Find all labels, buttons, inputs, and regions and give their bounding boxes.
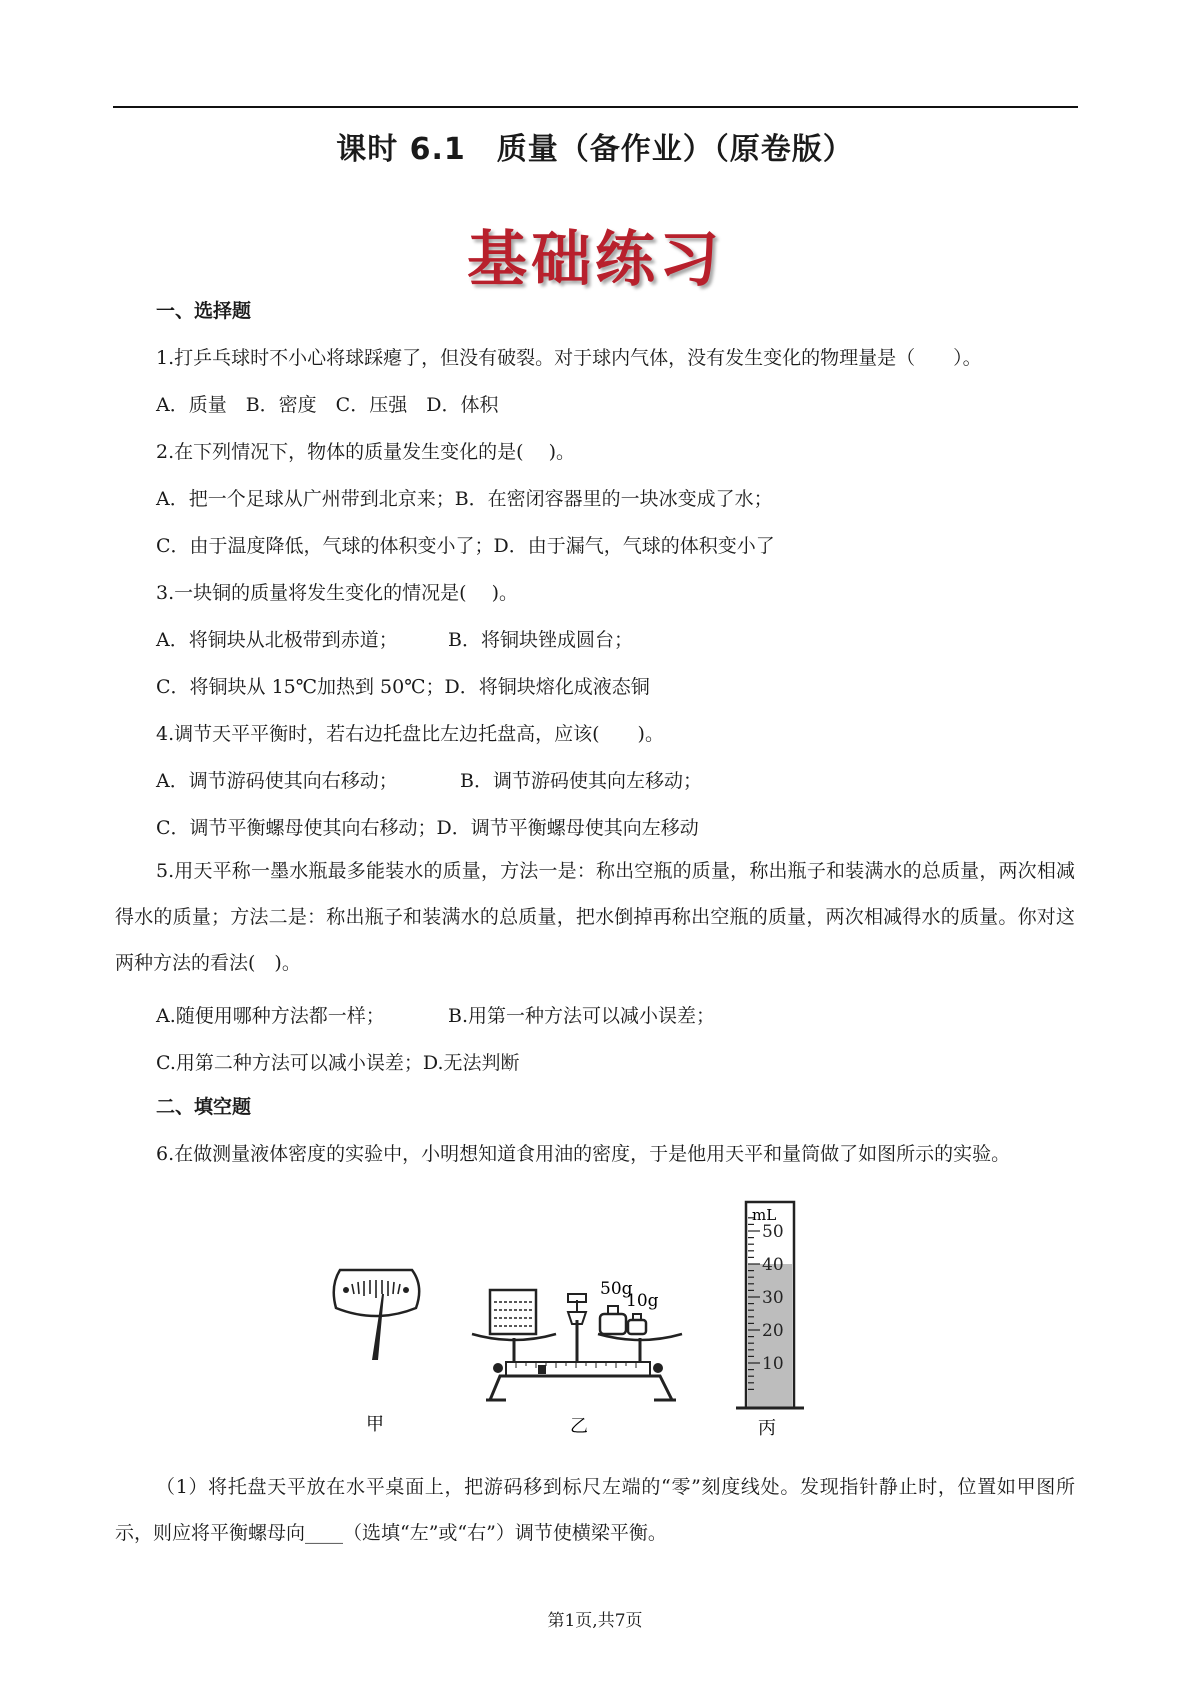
experiment-figure: [300, 1190, 890, 1450]
section-heading-fill: 二、填空题: [156, 1096, 252, 1118]
question-4-option-b: B．调节游码使其向左移动；: [460, 770, 702, 792]
question-2-stem: 2.在下列情况下，物体的质量发生变化的是( )。: [156, 441, 575, 463]
weight-50g-label: 50g: [600, 1279, 633, 1299]
question-6-stem: 6.在做测量液体密度的实验中，小明想知道食用油的密度，于是他用天平和量筒做了如图所示的实验。: [156, 1143, 1011, 1165]
label-yi: 乙: [570, 1416, 588, 1437]
section-banner: 基础练习: [467, 225, 723, 295]
question-5-stem: 5.用天平称一墨水瓶最多能装水的质量，方法一是：称出空瓶的质量，称出瓶子和装满水的总质量，两次相减得水的质量；方法二是：称出瓶子和装满水的总质量，把水倒掉再称出空瓶的质量，两次相减得水的质量。你对这两种方法的看法( )。: [115, 860, 1075, 974]
question-4-options-cd: C．调节平衡螺母使其向右移动；D．调节平衡螺母使其向左移动: [156, 817, 699, 839]
question-3-option-b: B．将铜块锉成圆台；: [448, 629, 633, 651]
question-4-option-a: A．调节游码使其向右移动；: [156, 770, 398, 792]
pointer-dial-diagram: [334, 1270, 419, 1435]
beaker: [490, 1290, 536, 1334]
question-6-sub-1: （1）将托盘天平放在水平桌面上，把游码移到标尺左端的“零”刻度线处。发现指针静止时，位置如甲图所示，则应将平衡螺母向____（选填“左”或“右”）调节使横梁平衡。: [115, 1476, 1075, 1544]
cylinder-tick-label: 30: [762, 1288, 784, 1308]
question-1-stem: 1.打乒乓球时不小心将球踩瘪了，但没有破裂。对于球内气体，没有发生变化的物理量是（ ）。: [156, 347, 982, 369]
question-5-options-cd: C.用第二种方法可以减小误差；D.无法判断: [156, 1052, 520, 1074]
cylinder-tick-label: 10: [762, 1354, 784, 1374]
dial-pointer: [372, 1294, 384, 1360]
cylinder-unit: mL: [752, 1206, 777, 1224]
weight-10g: [628, 1320, 646, 1334]
weight-10g-label: 10g: [626, 1291, 659, 1311]
question-1-options: A．质量 B．密度 C．压强 D．体积: [156, 394, 499, 416]
question-2-options-ab: A．把一个足球从广州带到北京来；B．在密闭容器里的一块冰变成了水；: [156, 488, 773, 510]
question-4-stem: 4.调节天平平衡时，若右边托盘比左边托盘高，应该( )。: [156, 723, 664, 745]
question-3-stem: 3.一块铜的质量将发生变化的情况是( )。: [156, 582, 518, 604]
cylinder-tick-label: 50: [762, 1222, 784, 1242]
label-jia: 甲: [366, 1414, 384, 1435]
document-title: 课时 6.1 质量（备作业）（原卷版）: [336, 132, 854, 167]
question-5-option-b: B.用第一种方法可以减小误差；: [448, 1005, 716, 1027]
weight-50g: [600, 1314, 626, 1334]
rider: [538, 1365, 546, 1374]
page-footer: 第1页,共7页: [547, 1611, 643, 1631]
question-2-options-cd: C．由于温度降低，气球的体积变小了；D．由于漏气，气球的体积变小了: [156, 535, 775, 557]
section-heading-choice: 一、选择题: [156, 300, 252, 322]
balance-diagram: [472, 1279, 682, 1437]
question-3-options-cd: C．将铜块从 15℃加热到 50℃；D．将铜块熔化成液态铜: [156, 676, 650, 698]
label-bing: 丙: [758, 1418, 776, 1439]
question-3-option-a: A．将铜块从北极带到赤道；: [156, 629, 398, 651]
header-rule: [113, 106, 1078, 108]
question-5-option-a: A.随便用哪种方法都一样；: [156, 1005, 385, 1027]
cylinder-tick-label: 20: [762, 1321, 784, 1341]
cylinder-tick-label: 40: [762, 1255, 784, 1275]
graduated-cylinder-diagram: [736, 1202, 804, 1439]
